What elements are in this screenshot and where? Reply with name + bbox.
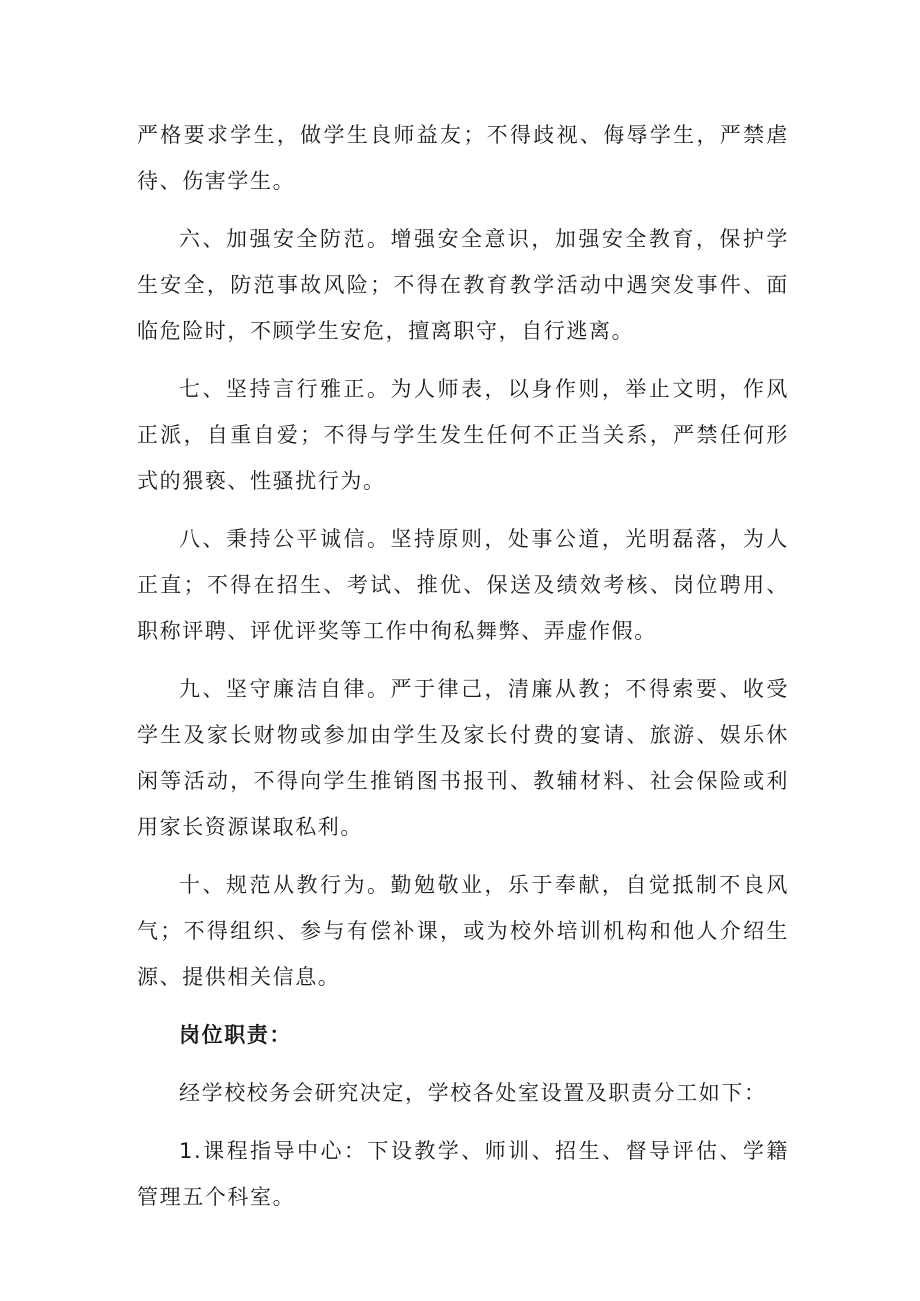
paragraph-ten: 十、规范从教行为。勤勉敬业，乐于奉献，自觉抵制不良风气；不得组织、参与有偿补课，或为校外培训机构和他人介绍生源、提供相关信息。 xyxy=(137,873,789,989)
paragraph-eight: 八、秉持公平诚信。坚持原则，处事公道，光明磊落，为人正直；不得在招生、考试、推优、保送及绩效考核、岗位聘用、职称评聘、评优评奖等工作中徇私舞弊、弄虚作假。 xyxy=(137,527,789,643)
paragraph-six: 六、加强安全防范。增强安全意识，加强安全教育，保护学生安全，防范事故风险；不得在教育教学活动中遇突发事件、面临危险时，不顾学生安危，擅离职守，自行逃离。 xyxy=(137,227,789,343)
intro-paragraph: 经学校校务会研究决定，学校各处室设置及职责分工如下： xyxy=(179,1081,767,1105)
paragraph-seven: 七、坚持言行雅正。为人师表，以身作则，举止文明，作风正派，自重自爱；不得与学生发生任何不正当关系，严禁任何形式的猥亵、性骚扰行为。 xyxy=(137,377,789,493)
document-body xyxy=(137,112,789,1232)
paragraph-continuation: 严格要求学生，做学生良师益友；不得歧视、侮辱学生，严禁虐待、伤害学生。 xyxy=(137,123,789,193)
paragraph-nine: 九、坚守廉洁自律。严于律己，清廉从教；不得索要、收受学生及家长财物或参加由学生及家长付费的宴请、旅游、娱乐休闲等活动，不得向学生推销图书报刊、教辅材料、社会保险或利用家长资源谋取私利。 xyxy=(137,677,789,839)
list-item-1: 1.课程指导中心：下设教学、师训、招生、督导评估、学籍管理五个科室。 xyxy=(137,1139,789,1209)
section-heading: 岗位职责： xyxy=(179,1023,292,1047)
